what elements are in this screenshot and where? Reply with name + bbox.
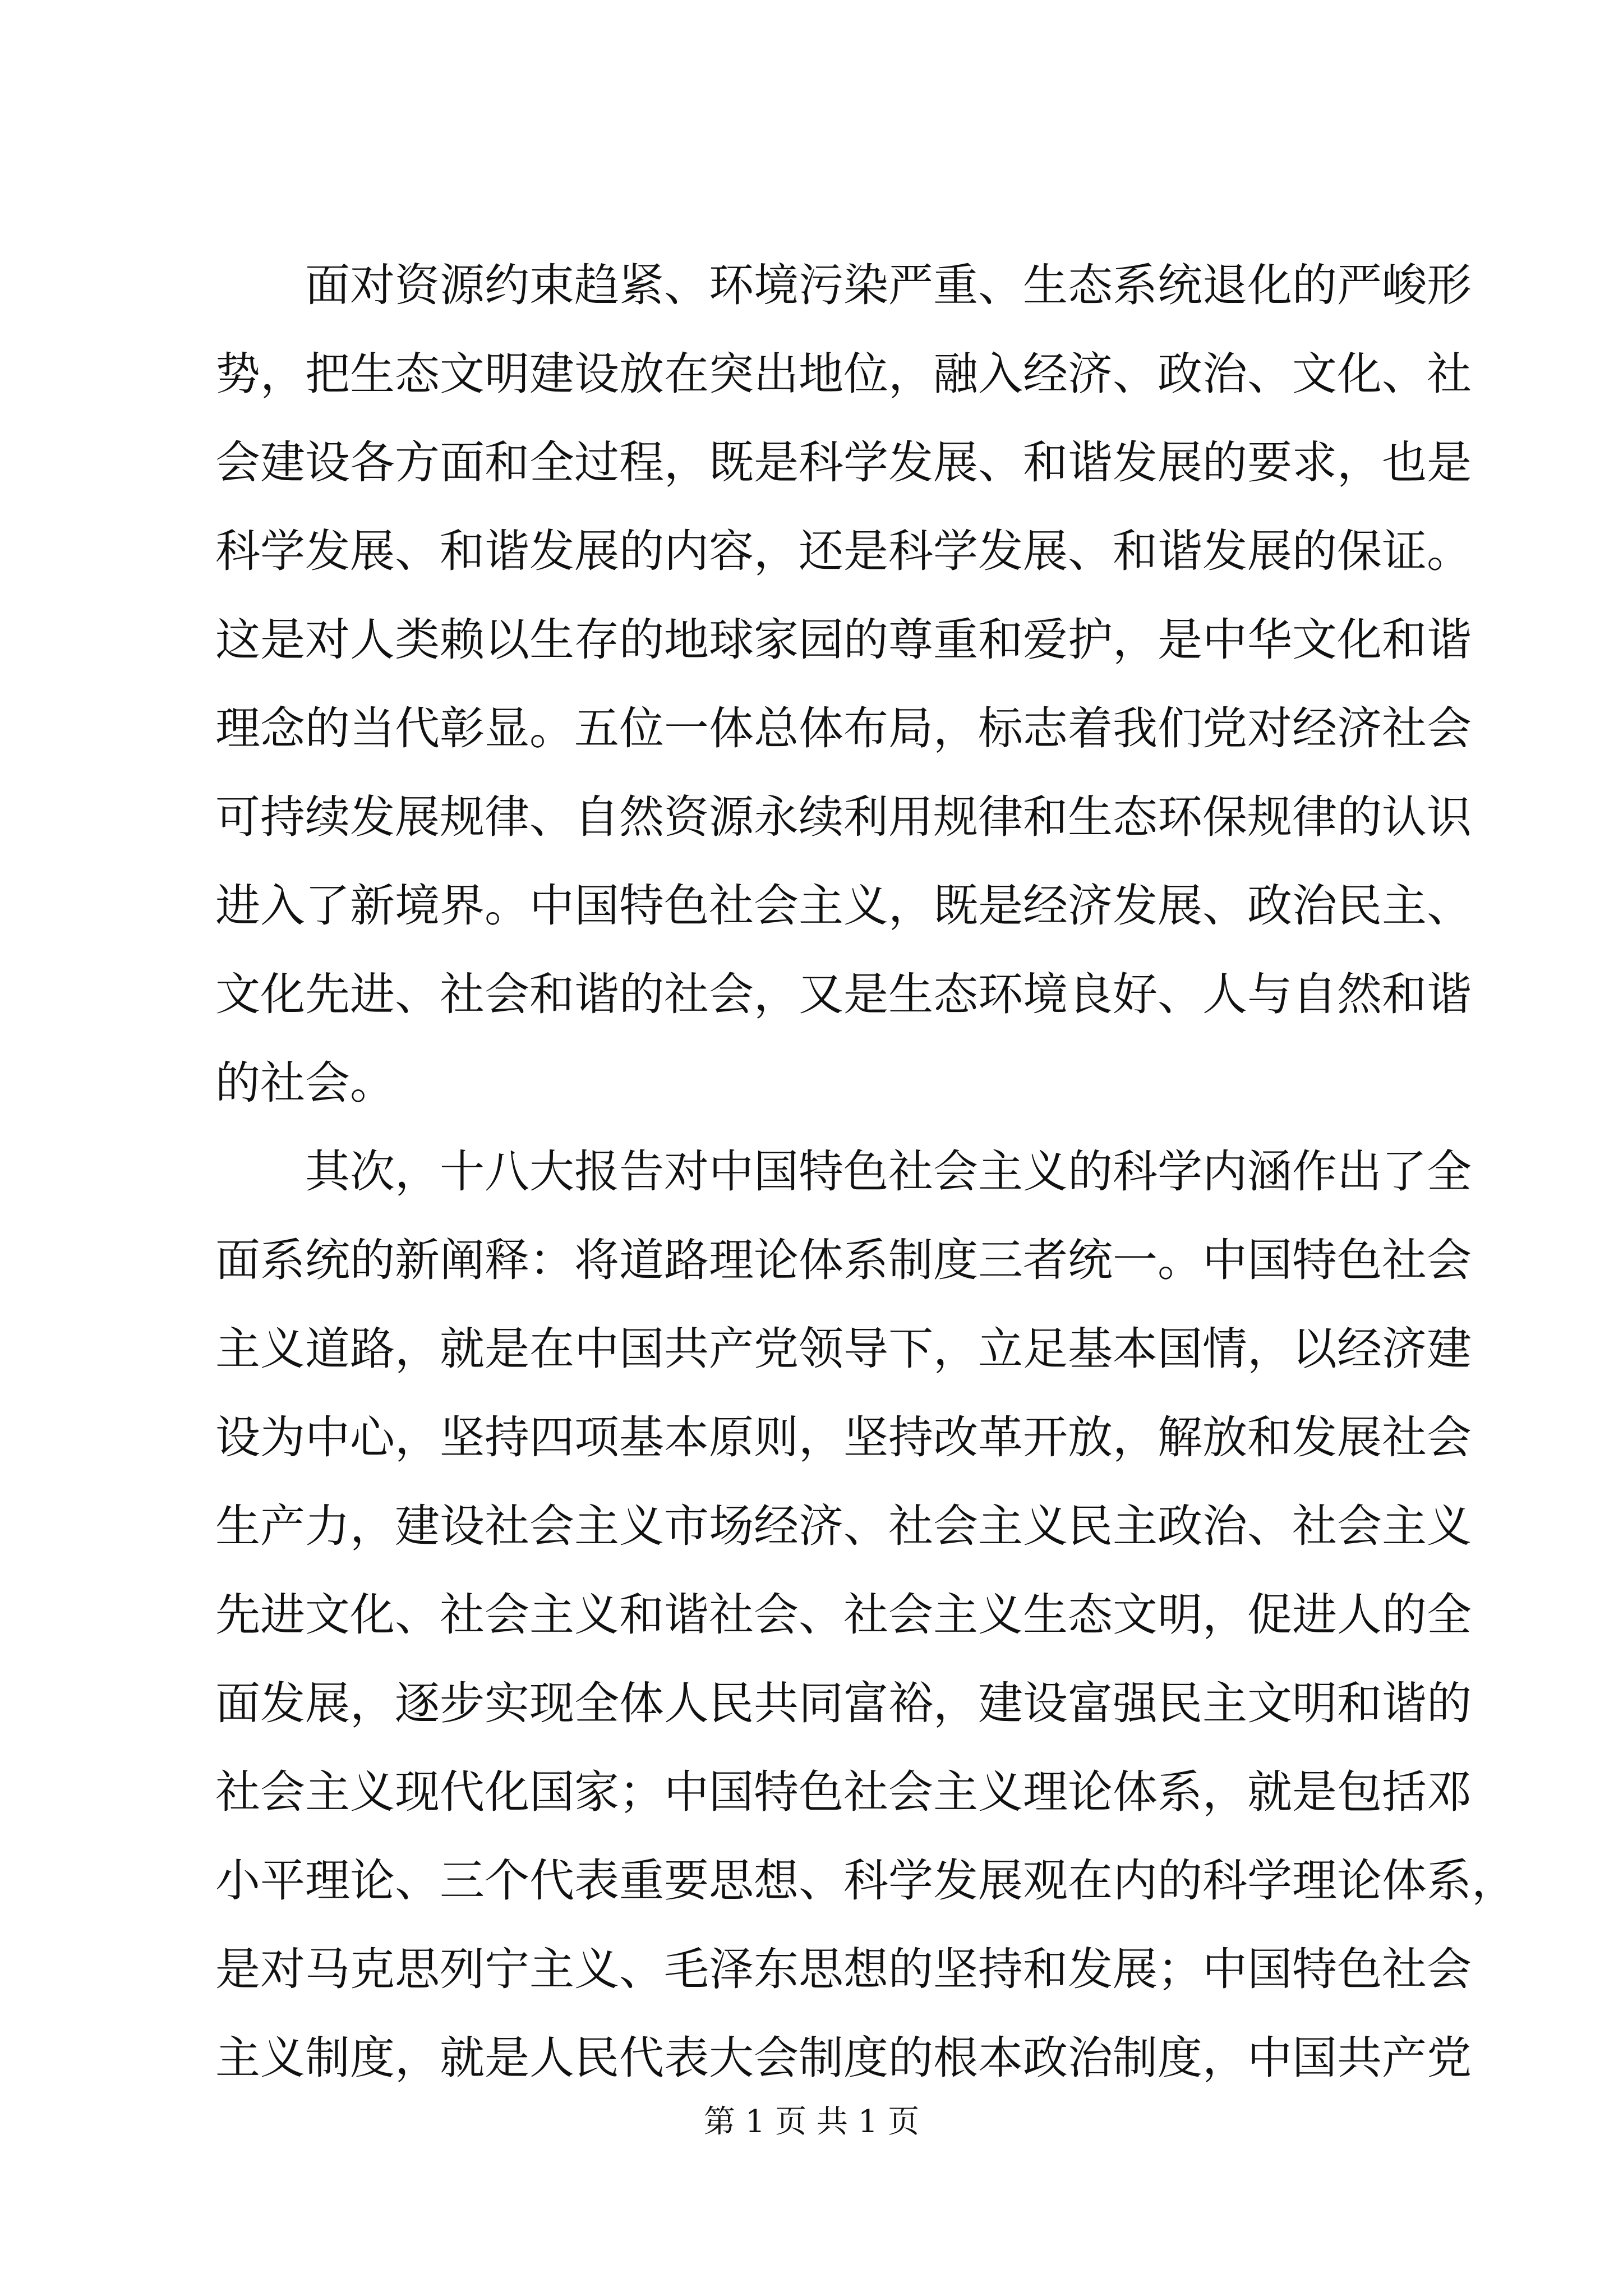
text-line: 先进文化、社会主义和谐社会、社会主义生态文明，促进人的全 <box>215 1589 1472 1641</box>
text-line: 文化先进、社会和谐的社会，又是生态环境良好、人与自然和谐 <box>215 968 1472 1020</box>
text-line: 设为中心，坚持四项基本原则，坚持改革开放，解放和发展社会 <box>215 1411 1472 1464</box>
text-line: 小平理论、三个代表重要思想、科学发展观在内的科学理论体系， <box>215 1855 1516 1907</box>
text-line: 势，把生态文明建设放在突出地位，融入经济、政治、文化、社 <box>215 348 1472 400</box>
text-line: 的社会。 <box>215 1057 395 1109</box>
text-line: 面对资源约束趋紧、环境污染严重、生态系统退化的严峻形 <box>305 259 1472 311</box>
paragraph-2 <box>215 1128 1516 2102</box>
document-body <box>215 241 1516 2102</box>
text-line: 可持续发展规律、自然资源永续利用规律和生态环保规律的认识 <box>215 791 1472 843</box>
text-line: 面发展，逐步实现全体人民共同富裕，建设富强民主文明和谐的 <box>215 1677 1472 1729</box>
text-line: 是对马克思列宁主义、毛泽东思想的坚持和发展；中国特色社会 <box>215 1943 1472 1995</box>
text-line: 进入了新境界。中国特色社会主义，既是经济发展、政治民主、 <box>215 880 1472 932</box>
page-footer: 第 1 页 共 1 页 <box>703 2104 920 2140</box>
text-line: 生产力，建设社会主义市场经济、社会主义民主政治、社会主义 <box>215 1500 1472 1552</box>
text-line: 主义道路，就是在中国共产党领导下，立足基本国情，以经济建 <box>215 1323 1472 1375</box>
text-line: 会建设各方面和全过程，既是科学发展、和谐发展的要求，也是 <box>215 436 1472 489</box>
text-line: 理念的当代彰显。五位一体总体布局，标志着我们党对经济社会 <box>215 702 1472 754</box>
text-line: 其次，十八大报告对中国特色社会主义的科学内涵作出了全 <box>305 1145 1472 1198</box>
text-line: 科学发展、和谐发展的内容，还是科学发展、和谐发展的保证。 <box>215 525 1472 577</box>
text-line: 社会主义现代化国家；中国特色社会主义理论体系，就是包括邓 <box>215 1766 1472 1818</box>
text-line: 主义制度，就是人民代表大会制度的根本政治制度，中国共产党 <box>215 2032 1472 2084</box>
text-line: 这是对人类赖以生存的地球家园的尊重和爱护，是中华文化和谐 <box>215 614 1472 666</box>
paragraph-1 <box>215 241 1472 1128</box>
text-line: 面系统的新阐释：将道路理论体系制度三者统一。中国特色社会 <box>215 1234 1472 1286</box>
